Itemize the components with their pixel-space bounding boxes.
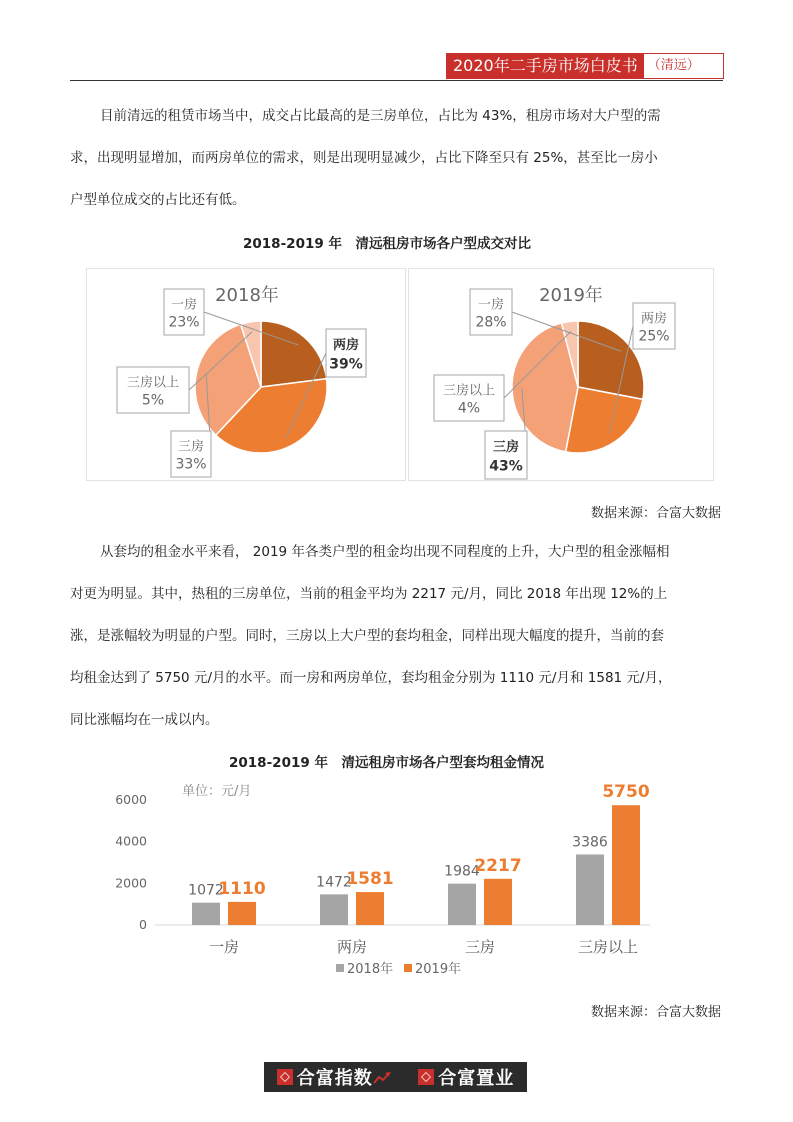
legend-label: 2018年 xyxy=(347,962,394,977)
bar-value-label: 5750 xyxy=(602,782,650,803)
logo-mark-icon xyxy=(277,1069,293,1085)
pie-section-title: 2018-2019 年 清远租房市场各户型成交对比 xyxy=(243,236,531,252)
slice-label: 两房 xyxy=(640,311,668,327)
legend-swatch xyxy=(336,964,344,972)
bar-section-title: 2018-2019 年 清远租房市场各户型套均租金情况 xyxy=(229,755,544,771)
slice-value: 25% xyxy=(638,328,670,345)
logo-text: 合富指数 xyxy=(296,1068,373,1089)
paragraph-rent-levels xyxy=(70,531,725,741)
slice-label: 三房 xyxy=(492,440,520,456)
x-tick-label: 一房 xyxy=(208,938,240,956)
slice-label: 三房以上 xyxy=(442,383,496,399)
paragraph-line: 对更为明显。其中，热租的三房单位，当前的租金平均为 2217 元/月，同比 2018 年出现 12%的上 xyxy=(70,586,668,602)
legend-swatch xyxy=(404,964,412,972)
y-tick-label: 0 xyxy=(139,917,147,932)
slice-value: 28% xyxy=(475,314,507,331)
bar-data-source: 数据来源：合富大数据 xyxy=(590,1005,721,1020)
slice-label: 两房 xyxy=(332,338,360,354)
pie-slice xyxy=(566,387,643,453)
bar-value-label: 1581 xyxy=(346,869,394,890)
y-tick-label: 2000 xyxy=(115,875,147,891)
y-tick-label: 6000 xyxy=(115,792,147,807)
bar xyxy=(228,902,256,925)
trend-arrow-icon xyxy=(373,1069,393,1085)
legend-label: 2019年 xyxy=(415,962,462,977)
header-city: （清远） xyxy=(647,58,700,73)
bar-value-label: 1110 xyxy=(218,878,266,899)
header-divider xyxy=(70,80,723,81)
bar xyxy=(320,894,348,925)
header-badge xyxy=(446,53,724,79)
unit-label: 单位：元/月 xyxy=(182,784,252,799)
footer-logo xyxy=(264,1062,527,1092)
paragraph-line: 同比涨幅均在一成以内。 xyxy=(70,712,219,728)
logo-text: 合富置业 xyxy=(438,1068,515,1089)
paragraph-line: 从套均的租金水平来看， 2019 年各类户型的租金均出现不同程度的上升，大户型的租金涨幅相 xyxy=(100,544,670,560)
paragraph-line: 涨，是涨幅较为明显的户型。同时，三房以上大户型的套均租金，同样出现大幅度的提升，当前的套 xyxy=(70,628,664,644)
slice-label: 一房 xyxy=(170,297,198,313)
chart-legend xyxy=(336,961,461,977)
x-tick-label: 三房以上 xyxy=(577,938,639,956)
slice-label: 三房以上 xyxy=(126,375,180,391)
slice-label: 三房 xyxy=(177,439,205,455)
bar-value-label: 1984 xyxy=(444,863,480,880)
pie-panel-2018 xyxy=(86,268,406,481)
x-tick-label: 两房 xyxy=(336,938,368,956)
logo-hefu-realty xyxy=(418,1064,514,1090)
pie-slice xyxy=(261,321,326,387)
slice-value: 33% xyxy=(175,456,207,473)
slice-value: 39% xyxy=(329,356,363,373)
paragraph-line: 目前清远的租赁市场当中，成交占比最高的是三房单位，占比为 43%，租房市场对大户型的需 xyxy=(100,108,661,124)
bar xyxy=(356,892,384,925)
x-tick-label: 三房 xyxy=(464,938,496,956)
pie-title: 2019年 xyxy=(539,285,603,306)
bar xyxy=(484,879,512,925)
slice-label: 一房 xyxy=(477,297,505,313)
pie-panel-2019 xyxy=(408,268,714,481)
slice-value: 4% xyxy=(457,400,481,417)
pie-chart-2018 xyxy=(87,269,405,480)
pie-title: 2018年 xyxy=(215,285,279,306)
slice-value: 23% xyxy=(168,314,200,331)
y-tick-label: 4000 xyxy=(115,833,147,849)
bar-value-label: 1472 xyxy=(316,874,352,891)
paragraph-line: 均租金达到了 5750 元/月的水平。而一房和两房单位，套均租金分别为 1110 元/月和 1581 元/月， xyxy=(70,670,672,686)
bar xyxy=(576,854,604,925)
logo-mark-icon xyxy=(418,1069,434,1085)
bar xyxy=(192,903,220,925)
slice-value: 43% xyxy=(489,458,523,475)
slice-value: 5% xyxy=(141,392,165,409)
bar xyxy=(612,805,640,925)
bar-chart-rent xyxy=(100,778,720,988)
logo-hefu-index xyxy=(277,1064,393,1090)
bar-value-label: 1072 xyxy=(188,882,224,899)
header-title: 2020年二手房市场白皮书 xyxy=(447,54,644,78)
pie-chart-2019 xyxy=(409,269,713,480)
pie-data-source: 数据来源：合富大数据 xyxy=(590,506,721,521)
bar-value-label: 3386 xyxy=(572,834,608,851)
paragraph-line: 求，出现明显增加，而两房单位的需求，则是出现明显减少，占比下降至只有 25%，甚至比一房小 xyxy=(70,150,658,166)
paragraph-rental-share xyxy=(70,95,725,221)
bar-value-label: 2217 xyxy=(474,855,522,876)
paragraph-line: 户型单位成交的占比还有低。 xyxy=(70,192,246,208)
bar xyxy=(448,884,476,925)
